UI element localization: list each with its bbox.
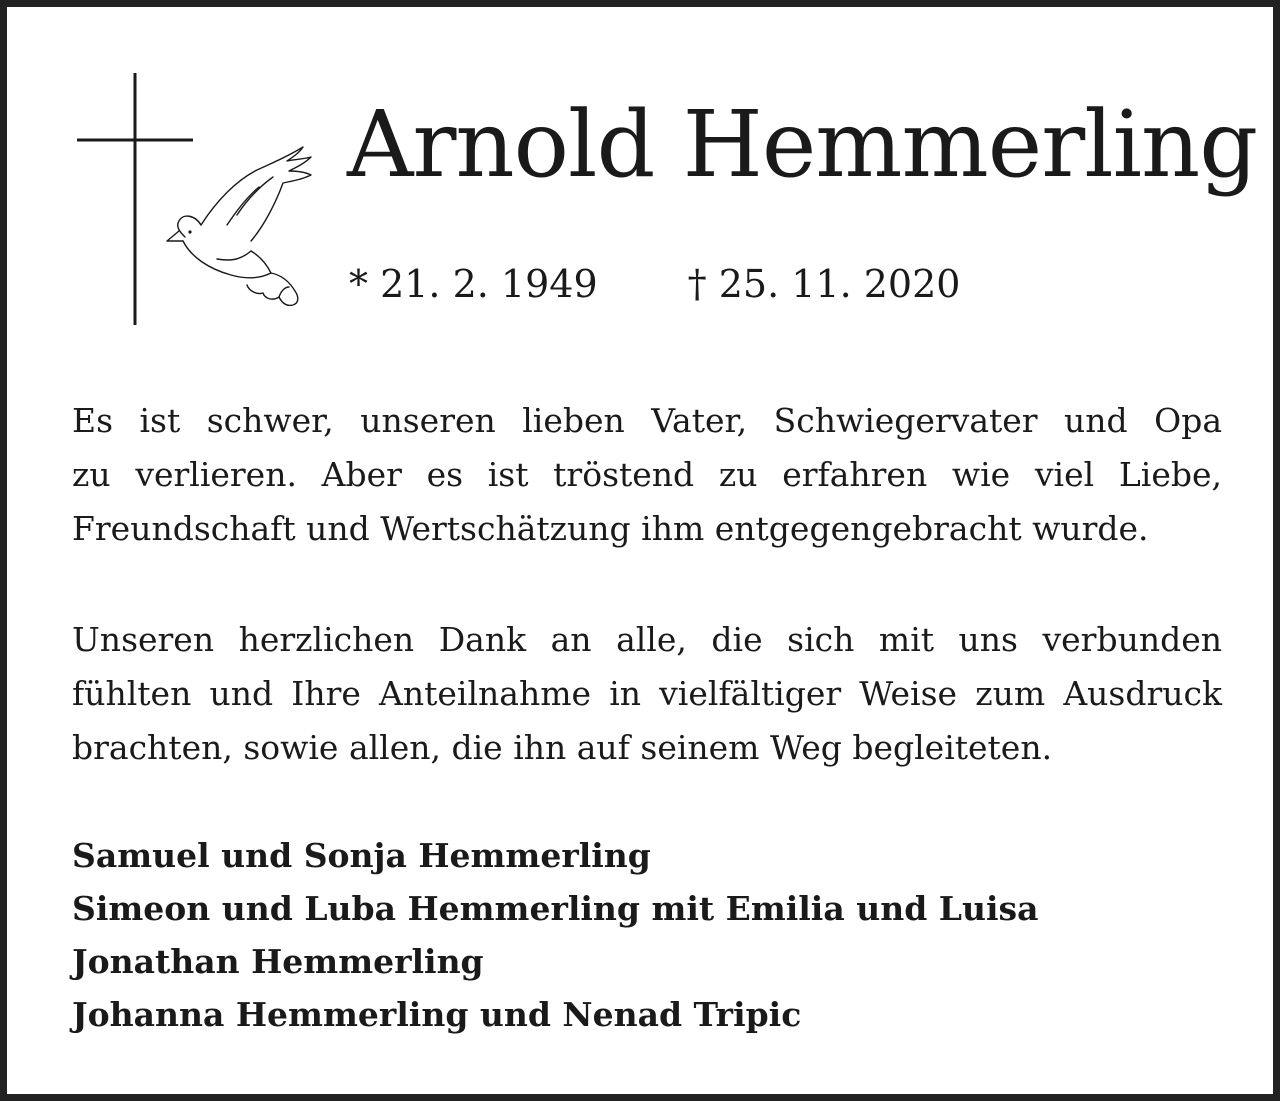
- signers-list: [72, 829, 1038, 1041]
- text-line: zu verlieren. Aber es ist tröstend zu erfahren wie viel Liebe,: [72, 455, 1222, 494]
- text-line: fühlten und Ihre Anteilnahme in vielfältiger Weise zum Ausdruck: [72, 674, 1222, 713]
- birth-date: * 21. 2. 1949: [349, 262, 598, 306]
- text-line: brachten, sowie allen, die ihn auf seinem Weg begleiteten.: [72, 728, 1053, 767]
- text-line: Freundschaft und Wertschätzung ihm entgegengebracht wurde.: [72, 509, 1149, 548]
- cross-icon: [77, 73, 193, 325]
- life-dates: [349, 262, 961, 306]
- cross-and-dove: [67, 65, 317, 335]
- signer-line: Simeon und Luba Hemmerling mit Emilia und Luisa: [72, 889, 1039, 928]
- signer-line: Jonathan Hemmerling: [72, 942, 484, 981]
- text-line: Unseren herzlichen Dank an alle, die sich mit uns verbunden: [72, 620, 1222, 659]
- death-date: † 25. 11. 2020: [687, 262, 961, 306]
- dove-icon: [167, 147, 311, 305]
- signer-line: Johanna Hemmerling und Nenad Tripic: [72, 995, 802, 1034]
- text-line: Es ist schwer, unseren lieben Vater, Schwiegervater und Opa: [72, 401, 1222, 440]
- thanks-paragraph: [72, 613, 1222, 775]
- signer-line: Samuel und Sonja Hemmerling: [72, 836, 651, 875]
- deceased-name: Arnold Hemmerling: [347, 91, 1258, 198]
- condolence-paragraph-1: [72, 394, 1222, 556]
